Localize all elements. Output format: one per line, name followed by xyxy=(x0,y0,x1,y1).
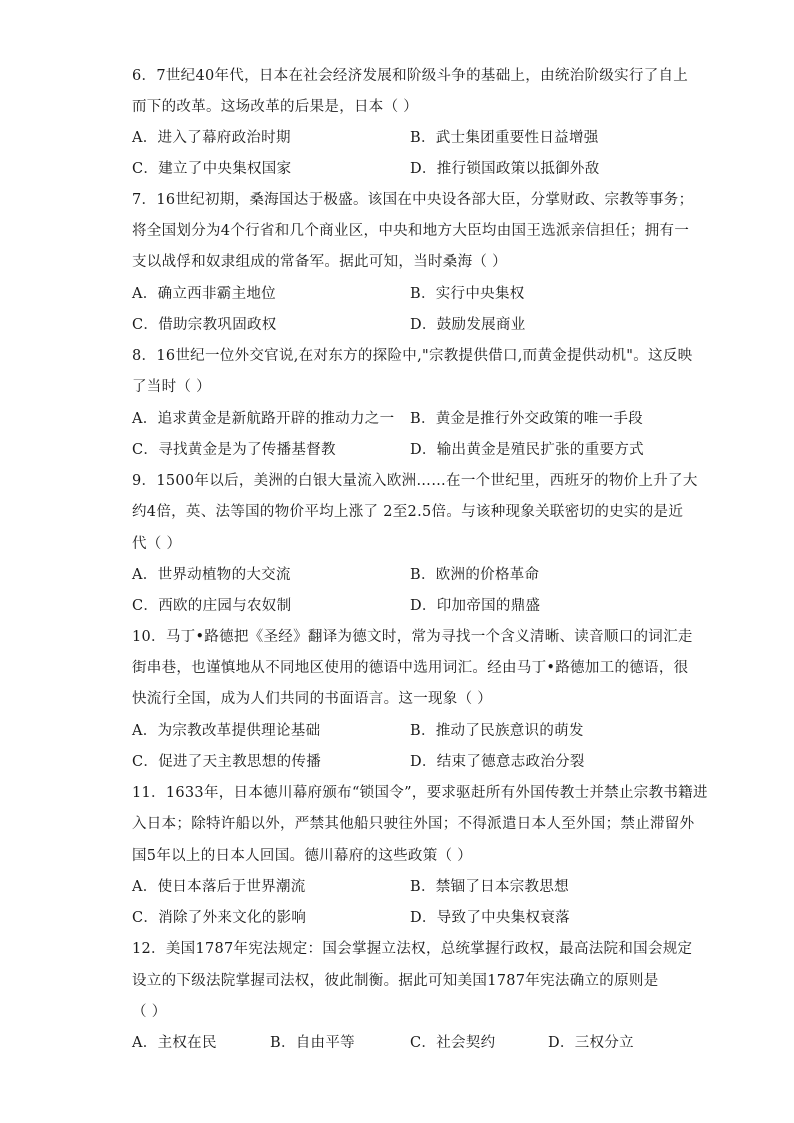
question-stem-line: （ ） xyxy=(132,1004,167,1020)
question-stem-line: 了当时（ ） xyxy=(132,379,211,395)
option-c: C．建立了中央集权国家 xyxy=(132,161,292,177)
option-a: A．世界动植物的大交流 xyxy=(132,567,291,583)
option-d: D．印加帝国的鼎盛 xyxy=(410,598,541,614)
option-a: A．进入了幕府政治时期 xyxy=(132,130,291,146)
option-a: A．主权在民 xyxy=(132,1035,217,1051)
question-stem-line: 约4倍，英、法等国的物价平均上涨了 2至2.5倍。与该种现象关联密切的史实的是近 xyxy=(132,504,684,520)
question-stem-line: 设立的下级法院掌握司法权，彼此制衡。据此可知美国1787年宪法确立的原则是 xyxy=(132,973,659,989)
option-d: D．三权分立 xyxy=(548,1035,634,1051)
option-b: B．推动了民族意识的萌发 xyxy=(410,723,584,739)
option-b: B．实行中央集权 xyxy=(410,286,525,302)
question-stem-line: 支以战俘和奴隶组成的常备军。据此可知，当时桑海（ ） xyxy=(132,254,507,270)
option-a: A．追求黄金是新航路开辟的推动力之一 xyxy=(132,411,395,427)
question-stem-line: 入日本；除特许船以外，严禁其他船只驶往外国；不得派遣日本人至外国；禁止滞留外 xyxy=(132,816,695,832)
question-stem-line: 代（ ） xyxy=(132,536,182,552)
question-stem-line: 8．16世纪一位外交官说,在对东方的探险中,"宗教提供借口,而黄金提供动机"。这反映 xyxy=(132,348,693,364)
option-b: B．欧洲的价格革命 xyxy=(410,567,540,583)
option-a: A．使日本落后于世界潮流 xyxy=(132,879,306,895)
question-stem-line: 将全国划分为4个行省和几个商业区，中央和地方大臣均由国王选派亲信担任；拥有一 xyxy=(132,223,690,239)
question-stem-line: 6．7世纪40年代，日本在社会经济发展和阶级斗争的基础上，由统治阶级实行了自上 xyxy=(132,68,689,84)
option-d: D．结束了德意志政治分裂 xyxy=(410,754,585,770)
question-stem-line: 国5年以上的日本人回国。德川幕府的这些政策（ ） xyxy=(132,848,473,864)
option-d: D．导致了中央集权衰落 xyxy=(410,910,570,926)
option-d: D．输出黄金是殖民扩张的重要方式 xyxy=(410,442,644,458)
option-b: B．武士集团重要性日益增强 xyxy=(410,130,599,146)
option-d: D．鼓励发展商业 xyxy=(410,317,526,333)
option-b: B．黄金是推行外交政策的唯一手段 xyxy=(410,411,643,427)
option-c: C．消除了外来文化的影响 xyxy=(132,910,307,926)
option-b: B．禁锢了日本宗教思想 xyxy=(410,879,569,895)
option-c: C．社会契约 xyxy=(410,1035,496,1051)
question-stem-line: 快流行全国，成为人们共同的书面语言。这一现象（ ） xyxy=(132,691,493,707)
option-a: A．为宗教改革提供理论基础 xyxy=(132,723,321,739)
question-stem-line: 7．16世纪初期，桑海国达于极盛。该国在中央设各部大臣，分掌财政、宗教等事务； xyxy=(132,192,694,208)
question-stem-line: 11．1633年，日本德川幕府颁布“锁国令”，要求驱赶所有外国传教士并禁止宗教书籍进 xyxy=(132,785,708,801)
question-stem-line: 10．马丁•路德把《圣经》翻译为德文时，常为寻找一个含义清晰、读音顺口的词汇走 xyxy=(132,629,693,645)
option-c: C．促进了天主教思想的传播 xyxy=(132,754,321,770)
question-stem-line: 而下的改革。这场改革的后果是，日本（ ） xyxy=(132,99,419,115)
option-a: A．确立西非霸主地位 xyxy=(132,286,276,302)
question-stem-line: 9．1500年以后，美洲的白银大量流入欧洲……在一个世纪里，西班牙的物价上升了大 xyxy=(132,473,698,489)
option-d: D．推行锁国政策以抵御外敌 xyxy=(410,161,600,177)
option-b: B．自由平等 xyxy=(270,1035,355,1051)
option-c: C．西欧的庄园与农奴制 xyxy=(132,598,292,614)
question-stem-line: 12．美国1787年宪法规定：国会掌握立法权，总统掌握行政权，最高法院和国会规定 xyxy=(132,941,693,957)
question-stem-line: 街串巷，也谨慎地从不同地区使用的德语中选用词汇。经由马丁•路德加工的德语，很 xyxy=(132,660,689,676)
option-c: C．借助宗教巩固政权 xyxy=(132,317,277,333)
option-c: C．寻找黄金是为了传播基督教 xyxy=(132,442,336,458)
